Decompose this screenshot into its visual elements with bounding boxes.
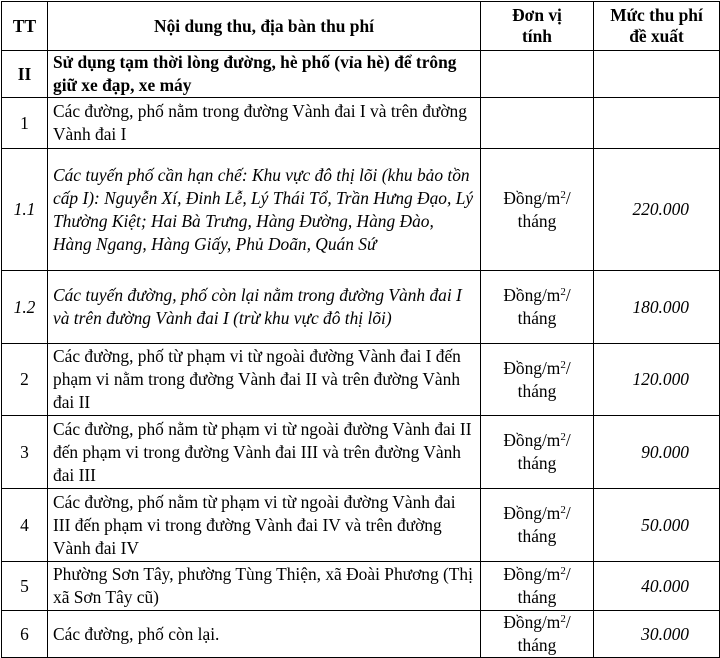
row-content: Các đường, phố từ phạm vi từ ngoài đường Vành đai I đến phạm vi nằm trong đường Vành đai II và trên đường Vành đai II [48, 344, 481, 416]
unit-exponent: 2 [560, 358, 566, 371]
row-content: Các đường, phố nằm từ phạm vi từ ngoài đường Vành đai II đến phạm vi trong đường Vành đai III và trên đường Vành đai III [48, 416, 481, 489]
row-content: Các tuyến đường, phố còn lại nằm trong đường Vành đai I và trên đường Vành đai I (trừ khu vực đô thị lõi) [48, 271, 481, 344]
row-unit [481, 149, 594, 271]
unit-period: tháng [517, 453, 557, 473]
header-content: Nội dung thu, địa bàn thu phí [48, 2, 481, 51]
table-row [2, 344, 720, 416]
header-unit: Đơn vị tính [481, 2, 594, 51]
unit-base: Đồng/m [503, 564, 561, 584]
row-unit [481, 271, 594, 344]
table-row [2, 562, 720, 611]
unit-exponent: 2 [560, 613, 566, 625]
section-unit-cell [481, 51, 594, 98]
unit-period: tháng [517, 380, 557, 401]
unit-period: tháng [517, 308, 557, 328]
row-content: Các đường, phố nằm trong đường Vành đai I và trên đường Vành đai I [48, 98, 481, 149]
row-number: 3 [2, 416, 48, 489]
row-number: 2 [2, 344, 48, 416]
unit-base: Đồng/m [503, 285, 561, 305]
unit-exponent: 2 [560, 565, 566, 577]
unit-base: Đồng/m [503, 187, 561, 208]
row-number: 5 [2, 562, 48, 611]
table-row [2, 611, 720, 658]
unit-period: tháng [517, 210, 557, 231]
row-fee [594, 98, 720, 149]
row-fee: 90.000 [594, 416, 720, 489]
unit-slash: / [565, 357, 571, 378]
row-fee: 220.000 [594, 149, 720, 271]
row-fee: 40.000 [594, 562, 720, 611]
row-number: 1.2 [2, 271, 48, 344]
header-fee: Mức thu phí đề xuất [594, 2, 720, 51]
row-content: Các tuyến phố cần hạn chế: Khu vực đô thị lõi (khu bảo tồn cấp I): Nguyễn Xí, Đinh Lễ, Lý Thái Tổ, Trần Hưng Đạo, Lý Thường Kiệt; Hai Bà Trưng, Hàng Đường, Hàng Đào, Hàng Ngang, Hàng Giấy, Phủ Doãn, Quán Sứ [48, 149, 481, 271]
row-number: 4 [2, 489, 48, 562]
row-unit [481, 562, 594, 611]
unit-slash: / [565, 503, 571, 523]
unit-base: Đồng/m [503, 430, 561, 450]
section-title: Sử dụng tạm thời lòng đường, hè phố (vỉa hè) để trông giữ xe đạp, xe máy [48, 51, 481, 98]
unit-base: Đồng/m [503, 357, 561, 378]
section-fee-cell [594, 51, 720, 98]
table-row [2, 416, 720, 489]
table-row [2, 271, 720, 344]
row-unit [481, 489, 594, 562]
row-unit [481, 416, 594, 489]
unit-exponent: 2 [560, 504, 566, 516]
fee-table [1, 1, 720, 658]
unit-slash: / [565, 430, 571, 450]
unit-slash: / [565, 187, 571, 208]
unit-slash: / [565, 285, 571, 305]
unit-period: tháng [517, 587, 557, 607]
table-row [2, 98, 720, 149]
unit-base: Đồng/m [503, 503, 561, 523]
row-unit [481, 611, 594, 658]
table-row [2, 489, 720, 562]
section-number: II [2, 51, 48, 98]
header-tt: TT [2, 2, 48, 51]
section-row [2, 51, 720, 98]
unit-exponent: 2 [560, 286, 566, 298]
header-row [2, 2, 720, 51]
unit-exponent: 2 [560, 188, 566, 201]
row-content: Các đường, phố còn lại. [48, 611, 481, 658]
unit-base: Đồng/m [503, 612, 561, 632]
row-content: Phường Sơn Tây, phường Tùng Thiện, xã Đoài Phương (Thị xã Sơn Tây cũ) [48, 562, 481, 611]
row-unit [481, 344, 594, 416]
row-fee: 180.000 [594, 271, 720, 344]
row-number: 1 [2, 98, 48, 149]
row-number: 6 [2, 611, 48, 658]
unit-exponent: 2 [560, 431, 566, 443]
row-unit-cell [481, 98, 594, 149]
unit-slash: / [565, 564, 571, 584]
row-content: Các đường, phố nằm từ phạm vi từ ngoài đường Vành đai III đến phạm vi trong đường Vành đai IV và trên đường Vành đai IV [48, 489, 481, 562]
unit-slash: / [565, 612, 571, 632]
row-number: 1.1 [2, 149, 48, 271]
row-fee: 50.000 [594, 489, 720, 562]
unit-period: tháng [517, 635, 557, 655]
row-fee: 30.000 [594, 611, 720, 658]
table-row [2, 149, 720, 271]
unit-period: tháng [517, 526, 557, 546]
row-fee: 120.000 [594, 344, 720, 416]
